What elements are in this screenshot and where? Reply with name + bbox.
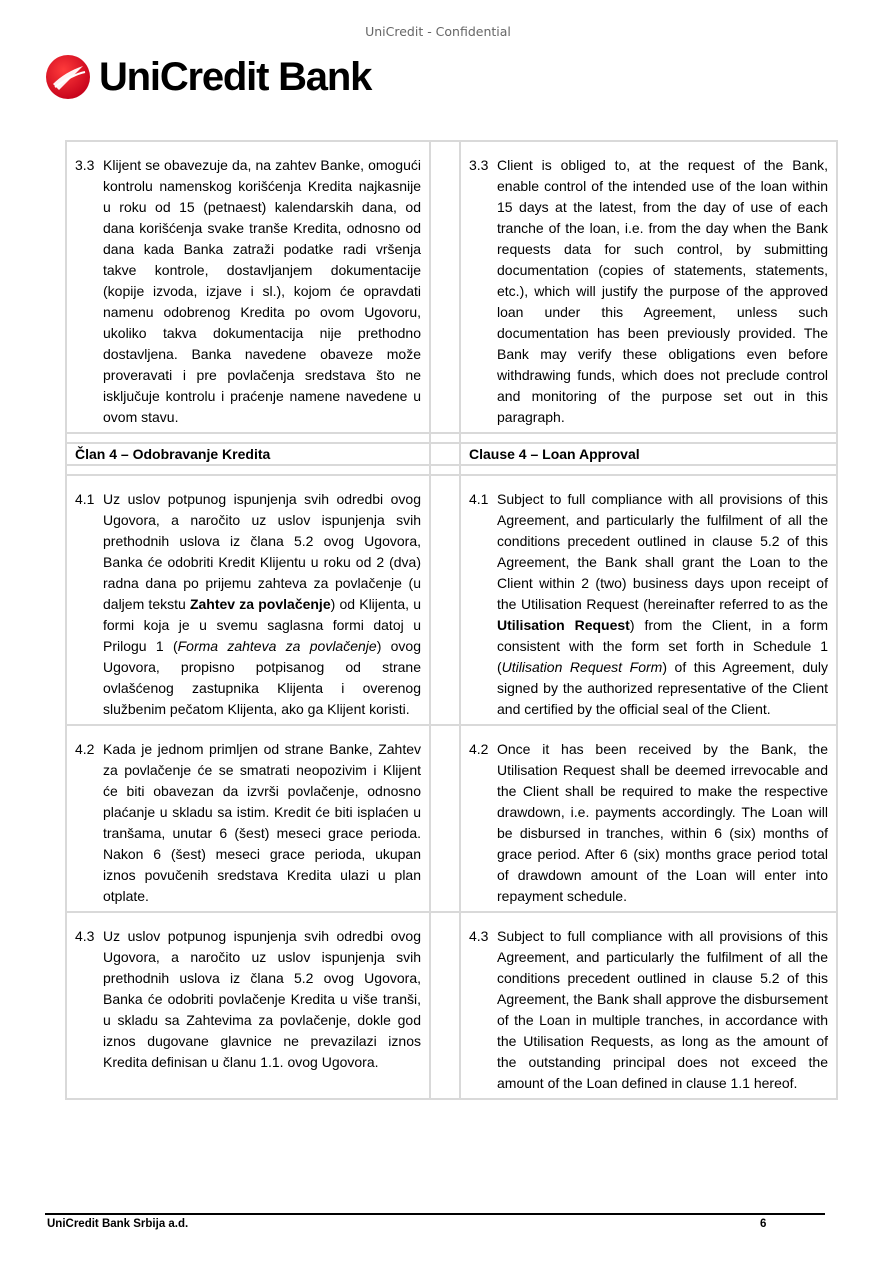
gutter-cell bbox=[430, 912, 460, 1099]
confidentiality-label: UniCredit - Confidential bbox=[365, 24, 511, 39]
clause-text: Client is obliged to, at the request of the Bank, enable control of the intended use of the loan within 15 days at the latest, from the day of use of each tranche of the loan, i.e. from the day when the Bank requests data for such control, by submitting documentation (copies of statements, statements, etc.), which will justify the purpose of the approved loan under this Agreement, unless such documentation has been previously provided. The Bank may verify these obligations even before withdrawing funds, which does not preclude control and monitoring of the purpose set out in this paragraph. bbox=[497, 157, 828, 425]
clause-3-3-english bbox=[460, 141, 837, 433]
footer-divider bbox=[45, 1213, 825, 1215]
page-number: 6 bbox=[760, 1218, 767, 1230]
clause-text: Uz uslov potpunog ispunjenja svih odredbi ovog Ugovora, a naročito uz uslov ispunjenja svih prethodnih uslova iz člana 5.2 ovog Ugovora, Banka će odobriti povlačenje Kredita u više tranši, u skladu sa Zahtevima za povlačenje, dokle god iznos dugovane glavnice ne prevazilazi iznos Kredita definisan u članu 1.1. ovog Ugovora. bbox=[103, 928, 421, 1070]
defined-term: Utilisation Request bbox=[497, 617, 630, 633]
clause-4-2-english bbox=[460, 725, 837, 912]
section-heading: Clause 4 – Loan Approval bbox=[469, 446, 640, 462]
clause-number: 4.1 bbox=[469, 491, 489, 507]
form-reference: Forma zahteva za povlačenje bbox=[177, 638, 377, 654]
clause-4-3-english bbox=[460, 912, 837, 1099]
clause-4-1-row bbox=[66, 475, 837, 725]
clause-4-2-row bbox=[66, 725, 837, 912]
clause-text: Klijent se obavezuje da, na zahtev Banke, omogući kontrolu namenskog korišćenja Kredita najkasnije u roku od 15 (petnaest) kalendarskih dana, od dana korišćenja svake tranše Kredita, odnosno od dana kada Banka zatraži podatke radi vršenja takve kontrole, dostavljanjem dokumentacije (kopije izvoda, izjave i sl.), kojom će opravdati namenu odobrenog Kredita po ovom Ugovoru, ukoliko takva dokumentacija nije prethodno dostavljena. Banka navedene obaveze može proveravati i pre povlačenja sredstava što ne isključuje kontrolu i praćenje namene navedene u ovom stavu. bbox=[103, 157, 421, 425]
heading-serbian bbox=[66, 443, 430, 465]
clause-number: 3.3 bbox=[469, 157, 489, 173]
clause-text: Once it has been received by the Bank, the Utilisation Request shall be deemed irrevocable and the Client shall be required to make the respective drawdown, i.e. payments accordingly. The Loan will be disbursed in tranches, within 6 (six) months of grace period. After 6 (six) months grace period total of drawdown amount of the Loan will enter into repayment schedule. bbox=[497, 741, 828, 904]
clause-number: 4.1 bbox=[75, 491, 95, 507]
spacer-row bbox=[66, 433, 837, 443]
footer-company: UniCredit Bank Srbija a.d. bbox=[47, 1218, 189, 1230]
clause-4-1-serbian bbox=[66, 475, 430, 725]
clause-3-3-serbian bbox=[66, 141, 430, 433]
clause-4-3-serbian bbox=[66, 912, 430, 1099]
clause-number: 4.2 bbox=[75, 741, 95, 757]
agreement-table bbox=[65, 140, 838, 1100]
unicredit-emblem-icon bbox=[45, 54, 91, 100]
clause-text: Kada je jednom primljen od strane Banke, Zahtev za povlačenje će se smatrati neopozivim i Klijent će biti obavezan da izvrši povlačenje, odnosno plaćanje u skladu sa istim. Kredit će biti isplaćen u tranšama, unutar 6 (šest) meseci grace perioda. Nakon 6 (šest) meseci grace perioda, ukupan iznos povučenih sredstava Kredita ulazi u plan otplate. bbox=[103, 741, 421, 904]
spacer-row bbox=[66, 465, 837, 475]
defined-term: Zahtev za povlačenje bbox=[189, 596, 331, 612]
heading-english bbox=[460, 443, 837, 465]
section-heading: Član 4 – Odobravanje Kredita bbox=[75, 446, 271, 462]
bank-logo bbox=[45, 50, 371, 104]
clause-number: 4.3 bbox=[75, 928, 95, 944]
gutter-cell bbox=[430, 475, 460, 725]
gutter-cell bbox=[430, 443, 460, 465]
form-reference: Utilisation Request Form bbox=[501, 659, 663, 675]
clause-4-3-row bbox=[66, 912, 837, 1099]
logo-wordmark: UniCredit Bank bbox=[99, 55, 372, 99]
clause-number: 4.2 bbox=[469, 741, 489, 757]
gutter-cell bbox=[430, 141, 460, 433]
clause-text: Subject to full compliance with all provisions of this Agreement, and particularly the fulfilment of all the conditions precedent outlined in clause 5.2 of this Agreement, the Bank shall approve the disbursement of the Loan in multiple tranches, in accordance with the Utilisation Requests, as long as the amount of the outstanding principal does not exceed the amount of the Loan defined in clause 1.1 hereof. bbox=[497, 928, 828, 1091]
clause-4-1-english bbox=[460, 475, 837, 725]
clause-number: 4.3 bbox=[469, 928, 489, 944]
clause-4-2-serbian bbox=[66, 725, 430, 912]
clause-text: Subject to full compliance with all provisions of this Agreement, and particularly the fulfilment of all the conditions precedent outlined in clause 5.2 of this Agreement, the Bank shall grant the Loan to the Client within 2 (two) business days upon receipt of the Utilisation Request (hereinafter referred to as the Utilisation Request) from the Client, in a form consistent with the form set forth in Schedule 1 (Utilisation Request Form) of this Agreement, duly signed by the authorized representative of the Client and certified by the official seal of the Client. bbox=[497, 491, 829, 717]
clause-3-3-row bbox=[66, 141, 837, 433]
gutter-cell bbox=[430, 725, 460, 912]
clause-4-heading-row bbox=[66, 443, 837, 465]
clause-number: 3.3 bbox=[75, 157, 95, 173]
clause-text: Uz uslov potpunog ispunjenja svih odredbi ovog Ugovora, a naročito uz uslov ispunjenja svih prethodnih uslova iz člana 5.2 ovog Ugovora, Banka će odobriti Kredit Klijentu u roku od 2 (dva) radna dana po prijemu zahteva za povlačenje (u daljem tekstu Zahtev za povlačenje) od Klijenta, u formi koja je u svemu saglasna formi datoj u Prilogu 1 (Forma zahteva za povlačenje) ovog Ugovora, propisno potpisanog od strane ovlašćenog zastupnika Klijenta i overenog službenim pečatom Klijenta, ako ga Klijent koristi. bbox=[103, 491, 422, 717]
